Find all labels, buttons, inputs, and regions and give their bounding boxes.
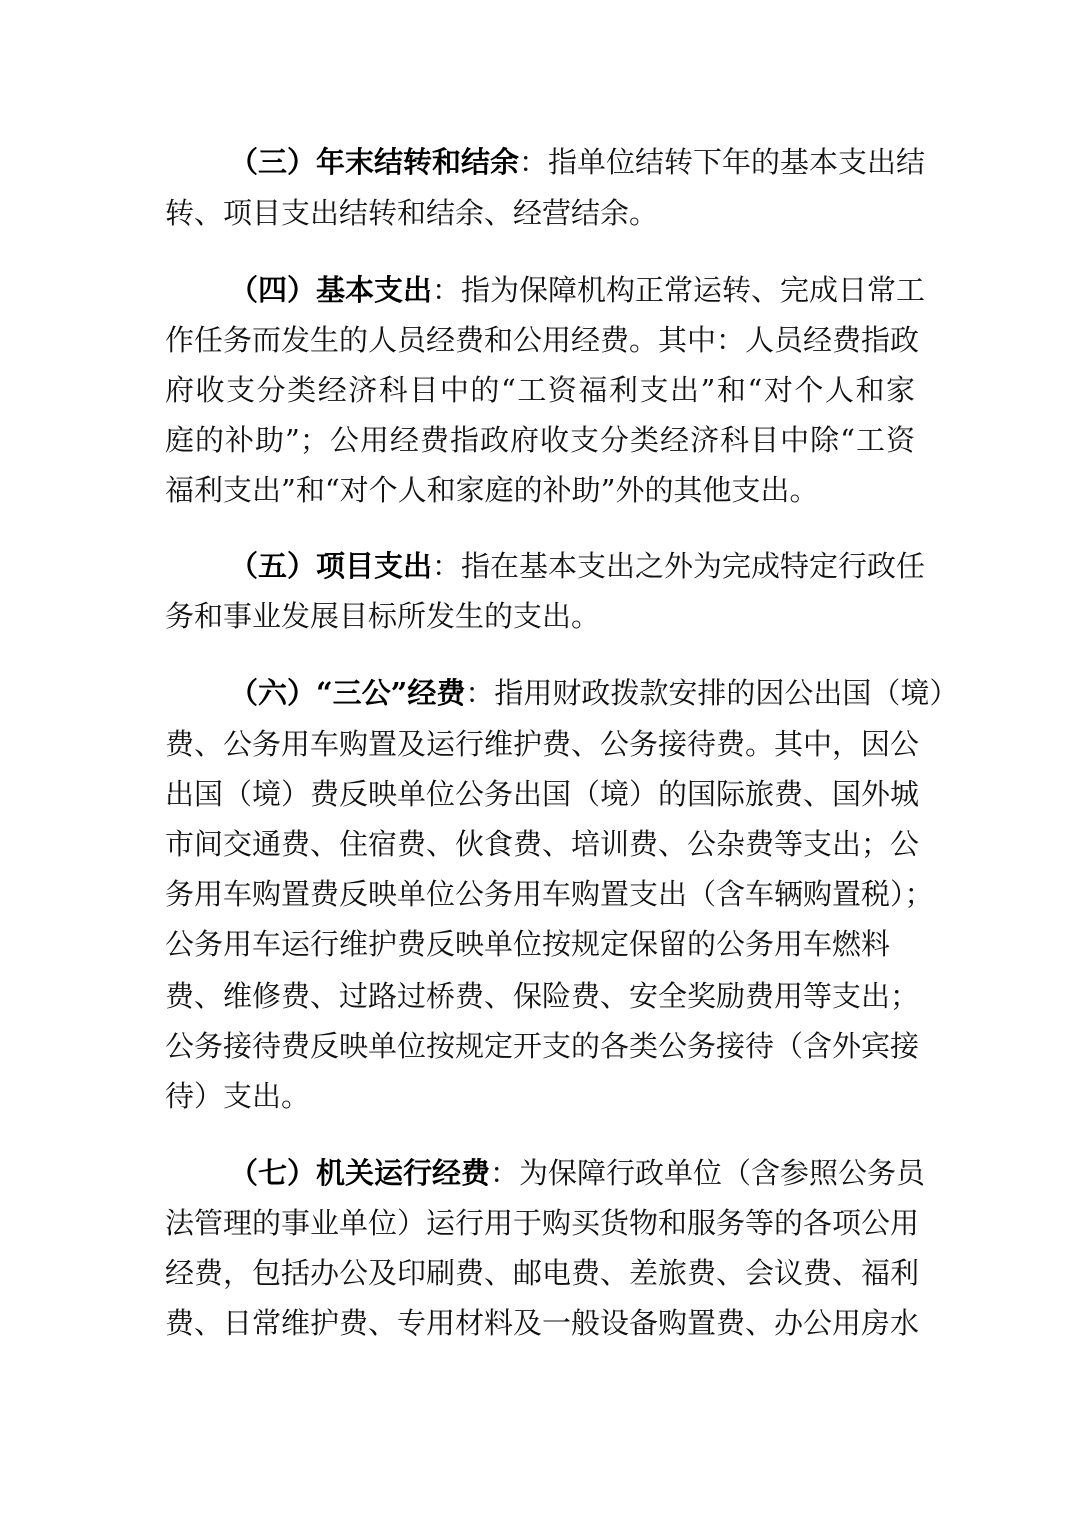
- paragraph-3-text: ：指单位结转下年的基本支出结: [519, 145, 926, 179]
- paragraph-7-line-1: [229, 1147, 926, 1199]
- paragraph-4-line-4: 庭的补助”；公用经费指政府收支分类经济科目中除“工资: [165, 423, 915, 457]
- paragraph-4-line-2: 作任务而发生的人员经费和公用经费。其中：人员经费指政: [165, 323, 920, 357]
- paragraph-6-line-8: 公务接待费反映单位按规定开支的各类公务接待（含外宾接: [165, 1029, 920, 1063]
- paragraph-6-line-7: 费、维修费、过路过桥费、保险费、安全奖励费用等支出；: [165, 979, 920, 1013]
- paragraph-5-line-1: [229, 540, 926, 592]
- paragraph-6-line-6: 公务用车运行维护费反映单位按规定保留的公务用车燃料: [165, 927, 891, 961]
- paragraph-5-heading: （五）项目支出: [229, 549, 433, 583]
- paragraph-3-heading: （三）年末结转和结余: [229, 145, 520, 179]
- paragraph-7-line-3: 经费，包括办公及印刷费、邮电费、差旅费、会议费、福利: [165, 1256, 920, 1290]
- paragraph-5-line-2: 务和事业发展目标所发生的支出。: [165, 599, 601, 633]
- paragraph-6-line-1: [229, 667, 959, 719]
- paragraph-7-line-2: 法管理的事业单位）运行用于购买货物和服务等的各项公用: [165, 1206, 920, 1240]
- paragraph-6-line-9: 待）支出。: [165, 1079, 311, 1113]
- paragraph-4-line-5: 福利支出”和“对个人和家庭的补助”外的其他支出。: [165, 473, 819, 507]
- paragraph-7-text: ：为保障行政单位（含参照公务员: [490, 1156, 926, 1190]
- paragraph-6-line-2: 费、公务用车购置及运行维护费、公务接待费。其中，因公: [165, 727, 920, 761]
- paragraph-5-text: ：指在基本支出之外为完成特定行政任: [432, 549, 926, 583]
- paragraph-6-text: ：指用财政拨款安排的因公出国（境）: [465, 676, 959, 710]
- paragraph-6-line-3: 出国（境）费反映单位公务出国（境）的国际旅费、国外城: [165, 777, 920, 811]
- paragraph-3-line-2: 转、项目支出结转和结余、经营结余。: [165, 196, 659, 230]
- paragraph-4-heading: （四）基本支出: [229, 273, 433, 307]
- paragraph-4-text: ：指为保障机构正常运转、完成日常工: [432, 273, 926, 307]
- paragraph-4-line-1: [229, 264, 926, 316]
- paragraph-7-heading: （七）机关运行经费: [229, 1156, 491, 1190]
- paragraph-3-line-1: [229, 136, 926, 188]
- paragraph-4-line-3: 府收支分类经济科目中的“工资福利支出”和“对个人和家: [165, 373, 915, 407]
- paragraph-6-heading: （六）“三公”经费: [229, 676, 466, 710]
- paragraph-6-line-4: 市间交通费、住宿费、伙食费、培训费、公杂费等支出；公: [165, 827, 920, 861]
- paragraph-7-line-4: 费、日常维护费、专用材料及一般设备购置费、办公用房水: [165, 1306, 920, 1340]
- paragraph-6-line-5: 务用车购置费反映单位公务用车购置支出（含车辆购置税）；: [165, 877, 934, 911]
